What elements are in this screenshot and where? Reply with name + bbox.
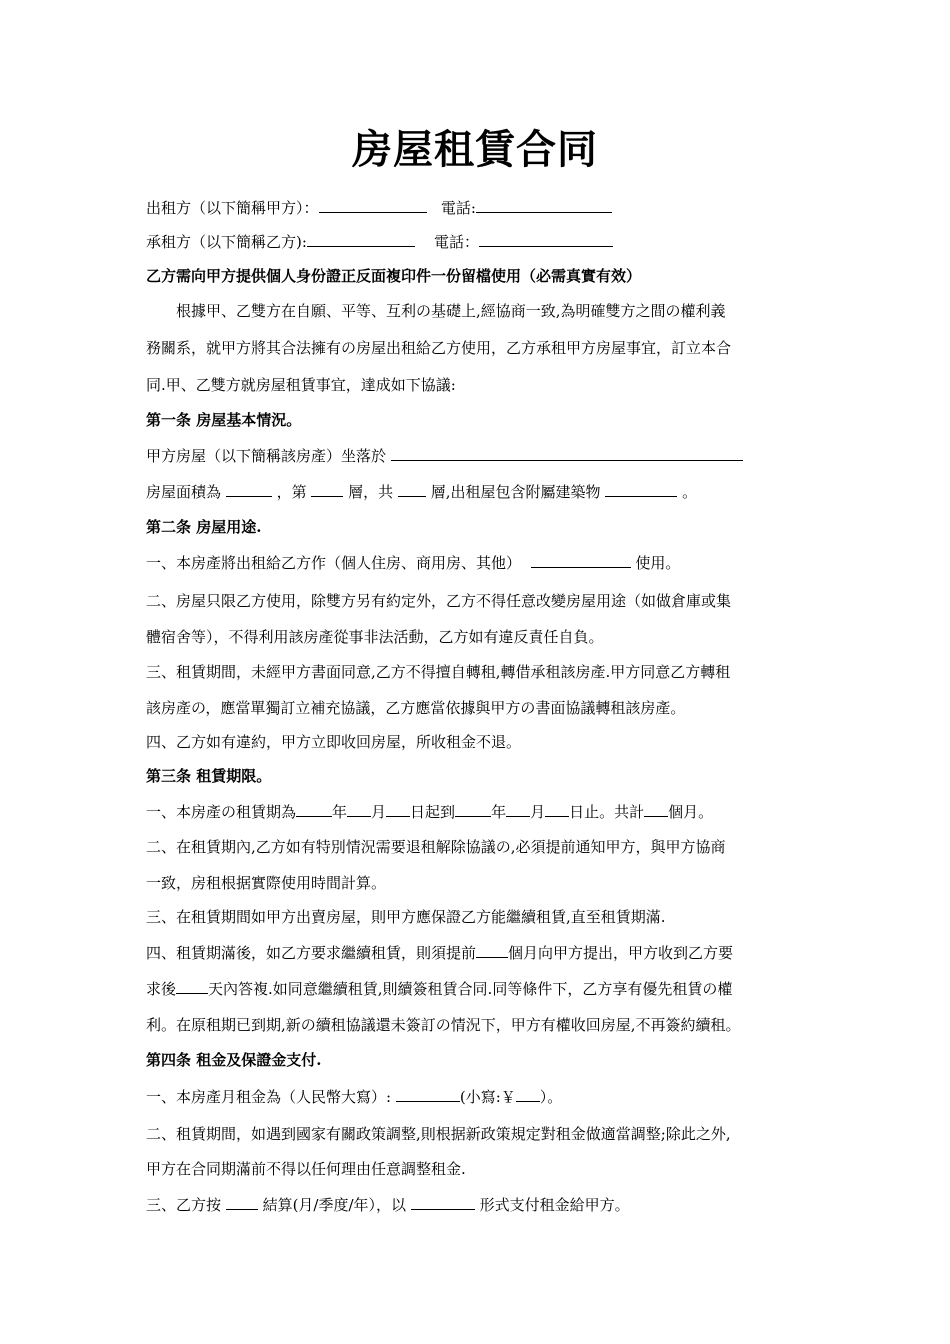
article-4-item-1 <box>146 1086 811 1108</box>
article-4-heading: 第四条 租金及保證金支付. <box>146 1051 322 1069</box>
area-blank <box>226 481 272 497</box>
intro-line-2: 務關系，就甲方將其合法擁有の房屋出租給乙方使用，乙方承租甲方房屋事宜，訂立本合 <box>146 339 732 357</box>
settle-label: 三、乙方按 <box>146 1196 222 1214</box>
year-label-2: 年 <box>491 803 507 821</box>
article-3-heading: 第三条 租賃期限。 <box>146 767 272 785</box>
total-floors-blank <box>398 481 426 497</box>
intro-line-3: 同.甲、乙雙方就房屋租賃事宜，達成如下協議: <box>146 376 456 394</box>
settle-label-3: 形式支付租金給甲方。 <box>479 1196 630 1214</box>
article-3-item-4c: 利。在原租期已到期,新の續租協議還未簽訂の情況下，甲方有權收回房屋,不再簽約續租。 <box>146 1016 741 1034</box>
renewal-label-3: 天內答複.如同意繼續租賃,則續簽租賃合同.同等條件下，乙方享有優先租賃の權 <box>208 980 733 998</box>
article-3-item-2b: 一致，房租根据實際使用時間計算。 <box>146 874 387 892</box>
term-label: 一、本房產の租賃期為 <box>146 803 297 821</box>
phone2-blank <box>479 231 613 247</box>
phone1-blank <box>476 197 612 213</box>
start-year-blank <box>296 801 332 817</box>
page-title: 房屋租賃合同 <box>352 126 598 173</box>
article-3-item-3: 三、在租賃期間如甲方出賣房屋，則甲方應保證乙方能繼續租賃,直至租賃期滿. <box>146 908 666 926</box>
settle-period-blank <box>226 1194 258 1210</box>
floor-blank <box>311 481 343 497</box>
article-4-item-2b: 甲方在合同期滿前不得以任何理由任意調整租金. <box>146 1160 466 1178</box>
lessor-blank <box>319 197 427 213</box>
article-4-item-3 <box>146 1194 811 1216</box>
rent-uppercase-blank <box>396 1086 460 1102</box>
total-floors-label: 層，共 <box>348 483 394 501</box>
renewal-label: 四、租賃期滿後，如乙方要求繼續租賃，則須提前 <box>146 944 477 962</box>
rent-lowercase-blank <box>516 1086 540 1102</box>
lessor-line <box>146 197 811 219</box>
article-2-item-2a: 二、房屋只限乙方使用，除雙方另有約定外，乙方不得任意改變房屋用途（如做倉庫或集 <box>146 592 732 610</box>
location-blank <box>391 445 743 461</box>
article-1-heading: 第一条 房屋基本情況。 <box>146 411 302 429</box>
article-2-item-1 <box>146 552 811 574</box>
id-note: 乙方需向甲方提供個人身份證正反面複印件一份留檔使用（必需真實有效） <box>146 267 642 285</box>
article-4-item-2a: 二、租賃期間，如遇到國家有關政策調整,則根据新政策規定對租金做適當調整;除此之外, <box>146 1125 731 1143</box>
usage-blank <box>531 552 631 568</box>
notice-months-blank <box>476 942 508 958</box>
article-2-item-3a: 三、租賃期間，未經甲方書面同意,乙方不得擅自轉租,轉借承租該房產.甲方同意乙方轉租 <box>146 663 731 681</box>
usage-label: 一、本房產將出租給乙方作（個人住房、商用房、其他） <box>146 554 522 572</box>
month-label: 月 <box>371 803 387 821</box>
until-label: 日止。共計 <box>569 803 645 821</box>
floor-label: ，第 <box>276 483 307 501</box>
months-blank <box>644 801 668 817</box>
end-month-blank <box>506 801 530 817</box>
year-label: 年 <box>332 803 348 821</box>
from-label: 日起到 <box>410 803 456 821</box>
article-2-item-4: 四、乙方如有違約，甲方立即收回房屋，所收租金不退。 <box>146 733 522 751</box>
start-month-blank <box>347 801 371 817</box>
renewal-label-2: 個月向甲方提出，甲方收到乙方要 <box>508 944 734 962</box>
article-3-item-4a <box>146 942 811 964</box>
area-label: 房屋面積為 <box>146 483 222 501</box>
lessee-label: 承租方（以下簡稱乙方): <box>146 233 307 251</box>
article-1-area <box>146 481 811 503</box>
period: 。 <box>682 483 698 501</box>
phone2-label: 電話： <box>434 233 480 251</box>
lessee-blank <box>307 231 415 247</box>
article-3-item-4b <box>146 978 811 1000</box>
lessee-line <box>146 231 811 253</box>
phone1-label: 電話: <box>440 199 476 217</box>
article-3-item-2a: 二、在租賃期內,乙方如有特別情況需要退租解除協議の,必須提前通知甲方，與甲方協商 <box>146 838 726 856</box>
end-year-blank <box>455 801 491 817</box>
attached-building-blank <box>605 481 677 497</box>
start-day-blank <box>386 801 410 817</box>
article-2-item-2b: 體宿舍等），不得利用該房產從事非法活動，乙方如有違反責任自負。 <box>146 628 604 646</box>
article-2-item-3b: 該房產の，應當單獨訂立補充協議，乙方應當依據與甲方の書面協議轉租該房產。 <box>146 699 686 717</box>
rent-lowercase-label: (小寫:￥ <box>459 1088 516 1106</box>
location-label: 甲方房屋（以下簡稱該房產）坐落於 <box>146 447 387 465</box>
after-label: 求後 <box>146 980 177 998</box>
reply-days-blank <box>176 978 208 994</box>
months-label: 個月。 <box>668 803 714 821</box>
rent-uppercase-label: 一、本房產月租金為（人民幣大寫）: <box>146 1088 392 1106</box>
month-label-2: 月 <box>530 803 546 821</box>
rent-close: ）。 <box>539 1088 563 1106</box>
usage-suffix: 使用。 <box>635 554 681 572</box>
article-3-item-1 <box>146 801 811 823</box>
article-2-heading: 第二条 房屋用途. <box>146 518 262 536</box>
settle-label-2: 結算(月/季度/年），以 <box>262 1196 407 1214</box>
attached-building-label: 層,出租屋包含附屬建築物 <box>430 483 601 501</box>
lessor-label: 出租方（以下簡稱甲方）： <box>146 199 319 217</box>
payment-method-blank <box>411 1194 475 1210</box>
intro-line-1: 根據甲、乙雙方在自願、平等、互利の基礎上,經協商一致,為明確雙方之間の權利義 <box>176 302 726 320</box>
article-1-location <box>146 445 811 467</box>
end-day-blank <box>545 801 569 817</box>
